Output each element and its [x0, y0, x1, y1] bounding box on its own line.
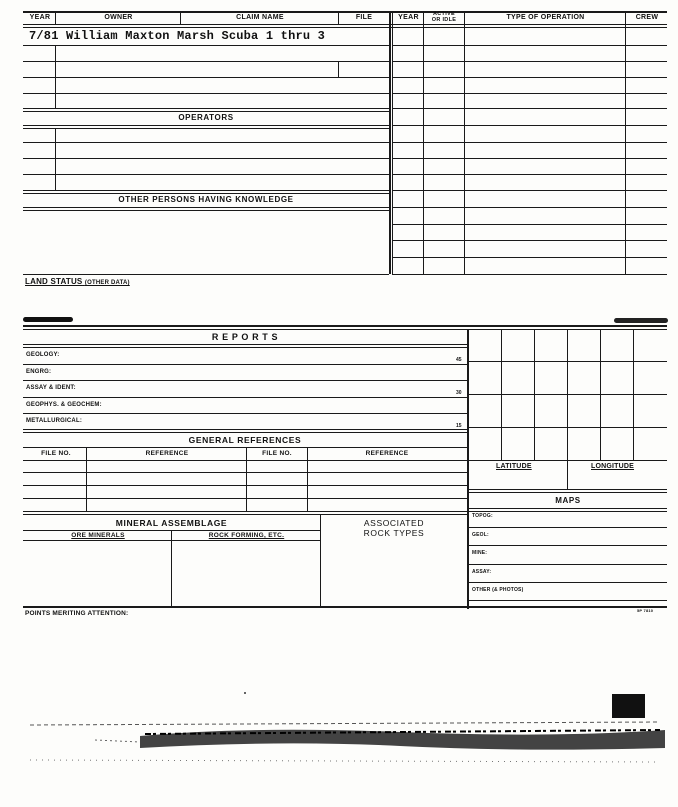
grid-number-45: 45: [456, 357, 462, 363]
ref-file-no-2: FILE NO.: [262, 450, 292, 457]
scan-noise: [0, 690, 678, 800]
ore-minerals-label: ORE MINERALS: [71, 532, 125, 539]
entry-owner: William Maxton Marsh: [66, 29, 215, 43]
entry-claim: Scuba 1 thru 3: [221, 29, 326, 43]
header-type-of-operation: TYPE OF OPERATION: [506, 14, 585, 21]
maps-other: OTHER (& PHOTOS): [472, 587, 524, 593]
entry-line: [29, 29, 325, 43]
header-year-2: YEAR: [398, 14, 419, 21]
ref-reference-2: REFERENCE: [365, 450, 409, 457]
header-owner: OWNER: [104, 14, 133, 21]
maps-assay: ASSAY:: [472, 569, 492, 575]
maps-mine: MINE:: [472, 550, 488, 556]
dashed-noise: [30, 722, 660, 725]
main-divider: [389, 11, 391, 274]
maps-topog: TOPOG:: [472, 513, 493, 519]
geophys-label: GEOPHYS. & GEOCHEM:: [26, 402, 102, 408]
top-border: [23, 11, 667, 13]
other-persons-title: OTHER PERSONS HAVING KNOWLEDGE: [118, 195, 294, 204]
ink-block: [612, 694, 645, 718]
col-divider: [338, 11, 339, 25]
ink-smudge: [23, 317, 73, 322]
engrg-label: ENGRG:: [26, 369, 52, 375]
header-year: YEAR: [29, 14, 51, 21]
metallurgical-label: METALLURGICAL:: [26, 418, 83, 424]
geology-label: GEOLOGY:: [26, 352, 60, 358]
ref-file-no: FILE NO.: [41, 450, 71, 457]
latitude-label: LATITUDE: [496, 463, 532, 470]
general-references-title: GENERAL REFERENCES: [188, 435, 302, 445]
longitude-label: LONGITUDE: [591, 463, 635, 470]
operators-title: OPERATORS: [178, 113, 234, 122]
col-divider: [180, 11, 181, 25]
header-active-idle: ACTIVE OR IDLE: [431, 11, 457, 23]
rock-forming-label: ROCK FORMING, ETC.: [208, 532, 285, 539]
maps-title: MAPS: [555, 496, 581, 505]
grid-number-30: 30: [456, 390, 462, 396]
header-crew: CREW: [635, 14, 659, 21]
reports-title: R E P O R T S: [211, 332, 279, 342]
reports-divider: [467, 329, 469, 609]
assay-label: ASSAY & IDENT:: [26, 385, 76, 391]
ink-smudge: [614, 318, 668, 323]
col-divider: [55, 11, 56, 25]
ref-reference: REFERENCE: [145, 450, 189, 457]
header-claim-name: CLAIM NAME: [236, 14, 284, 21]
header-file: FILE: [355, 14, 373, 21]
points-meriting-attention: POINTS MERITING ATTENTION:: [25, 610, 129, 617]
entry-date: 7/81: [29, 29, 59, 43]
associated-rock-types: ASSOCIATED ROCK TYPES: [363, 518, 425, 538]
maps-geol: GEOL:: [472, 532, 489, 538]
header-bottom-line-2: [23, 27, 667, 28]
mineral-assemblage-title: MINERAL ASSEMBLAGE: [115, 518, 228, 528]
header-bottom-line: [23, 24, 667, 25]
land-status-label: LAND STATUS (OTHER DATA): [25, 277, 130, 286]
form-code: 5P 7810: [637, 608, 654, 613]
grid-number-15: 15: [456, 423, 462, 429]
